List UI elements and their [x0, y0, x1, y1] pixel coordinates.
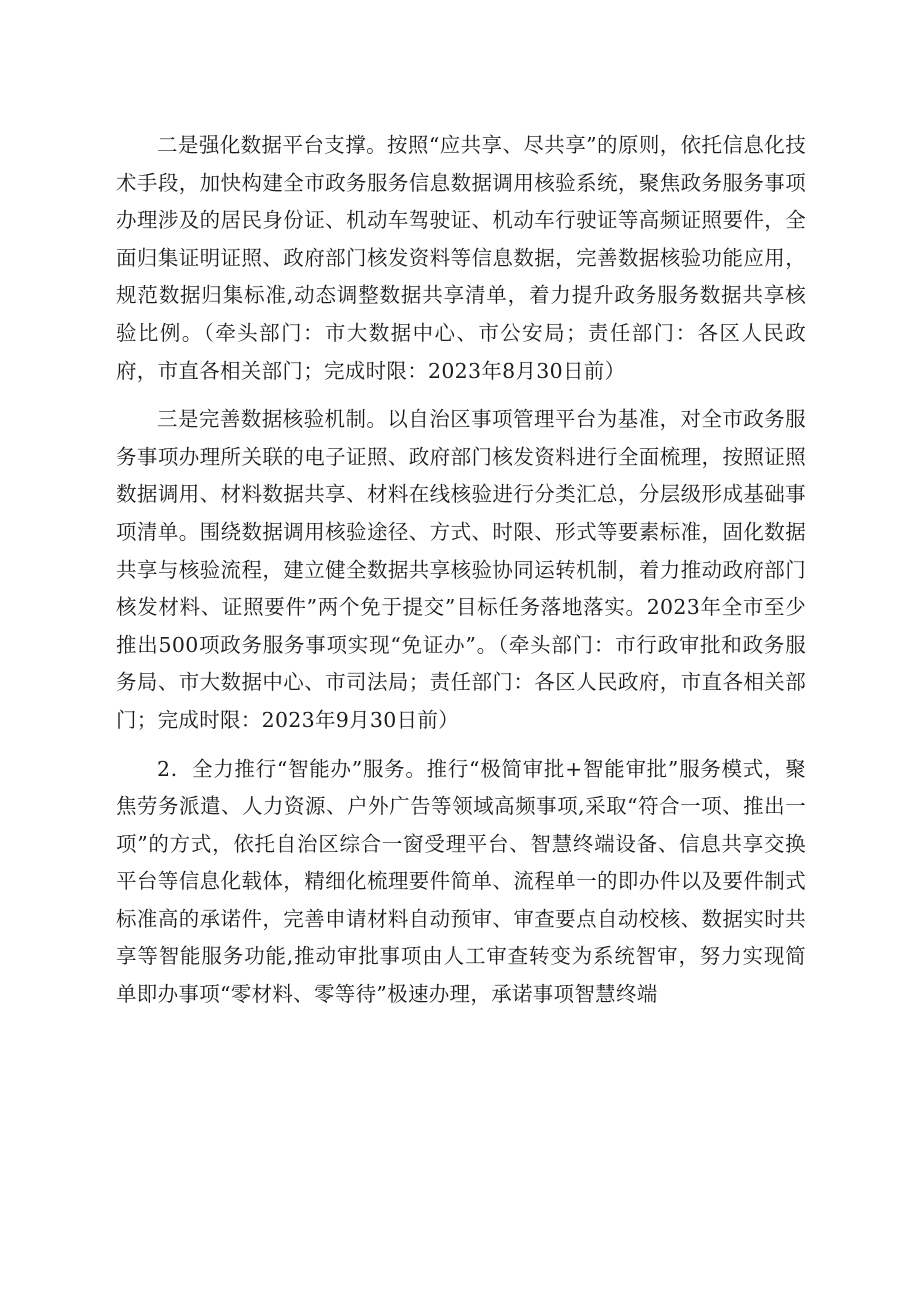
paragraph-data-verification-mechanism: 三是完善数据核验机制。以自治区事项管理平台为基准，对全市政务服务事项办理所关联的电子证照、政府部门核发资料进行全面梳理，按照证照数据调用、材料数据共享、材料在线核验进行分类汇总，分层级形成基础事项清单。围绕数据调用核验途径、方式、时限、形式等要素标准，固化数据共享与核验流程，建立健全数据共享核验协同运转机制，着力推动政府部门核发材料、证照要件”两个免于提交”目标任务落地落实。2023年全市至少推出500项政务服务事项实现“免证办”。（牵头部门：市行政审批和政务服务局、市大数据中心、市司法局；责任部门：各区人民政府，市直各相关部门；完成时限：2023年9月30日前） — [116, 407, 806, 732]
paragraph-smart-service: 2．全力推行“智能办”服务。推行“极简审批+智能审批”服务模式，聚焦劳务派遣、人力资源、户外广告等领域高频事项,采取“符合一项、推出一项”的方式，依托自治区综合一窗受理平台、智慧终端设备、信息共享交换平台等信息化载体，精细化梳理要件简单、流程单一的即办件以及要件制式标准高的承诺件，完善申请材料自动预审、审查要点自动校核、数据实时共享等智能服务功能,推动审批事项由人工审查转变为系统智审，努力实现简单即办事项“零材料、零等待”极速办理，承诺事项智慧终端 — [116, 756, 806, 1007]
document-body — [116, 127, 806, 1025]
paragraph-data-platform-support: 二是强化数据平台支撑。按照“应共享、尽共享”的原则，依托信息化技术手段，加快构建全市政务服务信息数据调用核验系统，聚焦政务服务事项办理涉及的居民身份证、机动车驾驶证、机动车行驶证等高频证照要件，全面归集证明证照、政府部门核发资料等信息数据，完善数据核验功能应用，规范数据归集标准,动态调整数据共享清单，着力提升政务服务数据共享核验比例。（牵头部门：市大数据中心、市公安局；责任部门：各区人民政府，市直各相关部门；完成时限：2023年8月30日前） — [116, 133, 806, 383]
